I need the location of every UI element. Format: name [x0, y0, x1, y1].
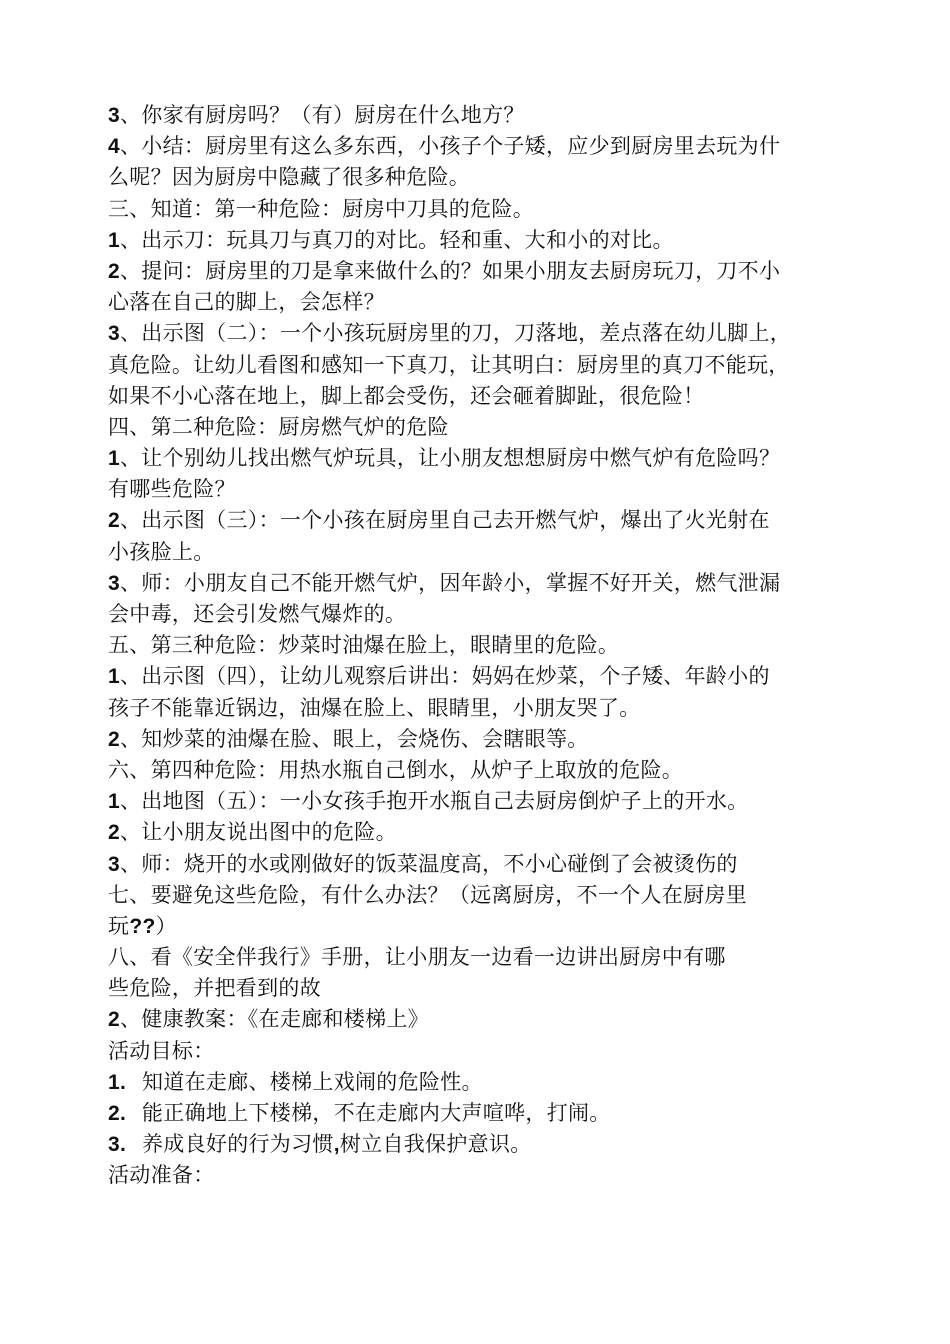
line-tail-text: 树立自我保护意识。	[339, 1132, 532, 1157]
line-text: 、让个别幼儿找出燃气炉玩具，让小朋友想想厨房中燃气炉有危险吗？	[119, 446, 781, 471]
line-text: 四、第二种危险：厨房燃气炉的危险	[108, 414, 449, 439]
item-number: 2.	[108, 1102, 127, 1125]
line-text: 七、要避免这些危险，有什么办法？（远离厨房，不一个人在厨房里	[108, 882, 747, 907]
item-number: 1	[108, 790, 120, 814]
item-number: 2	[108, 727, 120, 751]
item-number: 1	[108, 447, 120, 471]
line-text: 小孩脸上。	[108, 539, 215, 564]
item-number: 2	[108, 259, 120, 283]
text-line	[108, 256, 858, 287]
text-line	[108, 1067, 858, 1098]
text-line	[108, 131, 858, 162]
item-number: 2	[108, 821, 120, 845]
line-text: 心落在自己的脚上，会怎样？	[108, 290, 385, 315]
line-text: 、出示图（四），让幼儿观察后讲出：妈妈在炒菜，个子矮、年龄小的	[119, 664, 770, 689]
line-text: 么呢？因为厨房中隐藏了很多种危险。	[108, 165, 471, 190]
text-line	[108, 100, 858, 131]
item-number: 3	[108, 571, 120, 595]
line-text: 、出示刀：玩具刀与真刀的对比。轻和重、大和小的对比。	[119, 227, 674, 252]
text-line	[108, 568, 858, 599]
text-line	[108, 162, 858, 193]
line-text: 如果不小心落在地上，脚上都会受伤，还会砸着脚趾，很危险！	[108, 383, 705, 408]
line-text: 、师：小朋友自己不能开燃气炉，因年龄小，掌握不好开关，燃气泄漏	[119, 570, 781, 595]
text-line	[108, 381, 858, 412]
line-tail-text: ）	[155, 913, 177, 938]
item-number: 2	[108, 1008, 120, 1032]
line-text: 活动目标：	[108, 1038, 215, 1063]
text-line	[108, 911, 858, 942]
line-text: 、你家有厨房吗？（有）厨房在什么地方？	[119, 103, 525, 127]
item-number: 1.	[108, 1070, 127, 1094]
item-number: 3.	[108, 1133, 127, 1157]
text-line	[108, 599, 858, 630]
text-line	[108, 1004, 858, 1035]
line-text: 、出示图（三）：一个小孩在厨房里自己去开燃气炉，爆出了火光射在	[119, 508, 770, 533]
text-line	[108, 942, 858, 973]
bold-symbol: ??	[129, 914, 156, 938]
text-line	[108, 755, 858, 786]
document-body	[108, 100, 858, 1192]
text-line	[108, 287, 858, 318]
text-line	[108, 1129, 858, 1160]
line-text: 孩子不能靠近锅边，油爆在脸上、眼睛里，小朋友哭了。	[108, 695, 641, 720]
line-text: 些危险，并把看到的故	[108, 976, 321, 1001]
line-text: 、出示图（二）：一个小孩玩厨房里的刀，刀落地，差点落在幼儿脚上，	[119, 321, 792, 346]
line-text: 知道在走廊、楼梯上戏闹的危险性。	[142, 1069, 483, 1094]
line-text: 真危险。让幼儿看图和感知一下真刀，让其明白：厨房里的真刀不能玩，	[108, 352, 790, 377]
line-text: 活动准备：	[108, 1163, 215, 1188]
item-number: 4	[108, 135, 120, 159]
line-text: 八、看《安全伴我行》手册，让小朋友一边看一边讲出厨房中有哪	[108, 945, 726, 970]
bold-symbol: ,	[333, 1133, 340, 1157]
line-text: 养成良好的行为习惯	[142, 1132, 334, 1157]
line-text: 、小结：厨房里有这么多东西，小孩子个子矮，应少到厨房里去玩为什	[119, 134, 781, 159]
item-number: 3	[108, 104, 120, 127]
text-line	[108, 693, 858, 724]
text-line	[108, 350, 858, 381]
text-line	[108, 537, 858, 568]
line-text: 五、第三种危险：炒菜时油爆在脸上，眼睛里的危险。	[108, 633, 620, 658]
line-text: 玩	[108, 913, 130, 938]
text-line	[108, 443, 858, 474]
text-line	[108, 973, 858, 1004]
line-text: 有哪些危险？	[108, 477, 236, 502]
line-text: 、出地图（五）：一小女孩手抱开水瓶自己去厨房倒炉子上的开水。	[119, 789, 749, 814]
text-line	[108, 630, 858, 661]
text-line	[108, 849, 858, 880]
line-text: 、提问：厨房里的刀是拿来做什么的？如果小朋友去厨房玩刀，刀不小	[119, 258, 781, 283]
line-text: 、让小朋友说出图中的危险。	[119, 820, 397, 845]
line-text: 会中毒，还会引发燃气爆炸的。	[108, 602, 407, 626]
text-line	[108, 661, 858, 692]
item-number: 3	[108, 852, 120, 876]
text-line	[108, 225, 858, 256]
text-line	[108, 318, 858, 349]
text-line	[108, 817, 858, 848]
line-text: 、健康教案：《在走廊和楼梯上》	[119, 1007, 429, 1032]
item-number: 1	[108, 228, 120, 252]
text-line	[108, 412, 858, 443]
text-line	[108, 505, 858, 536]
text-line	[108, 1098, 858, 1129]
item-number: 1	[108, 665, 120, 689]
line-text: 三、知道：第一种危险：厨房中刀具的危险。	[108, 196, 534, 221]
text-line	[108, 880, 858, 911]
text-line	[108, 474, 858, 505]
text-line	[108, 1036, 858, 1067]
line-text: 、师：烧开的水或刚做好的饭菜温度高，不小心碰倒了会被烫伤的	[119, 851, 738, 876]
text-line	[108, 724, 858, 755]
item-number: 2	[108, 509, 120, 533]
line-text: 、知炒菜的油爆在脸、眼上，会烧伤、会瞎眼等。	[119, 726, 589, 751]
text-line	[108, 786, 858, 817]
text-line	[108, 1160, 858, 1191]
text-line	[108, 194, 858, 225]
item-number: 3	[108, 322, 120, 346]
line-text: 六、第四种危险：用热水瓶自己倒水，从炉子上取放的危险。	[108, 757, 684, 782]
line-text: 能正确地上下楼梯，不在走廊内大声喧哗，打闹。	[142, 1101, 611, 1125]
